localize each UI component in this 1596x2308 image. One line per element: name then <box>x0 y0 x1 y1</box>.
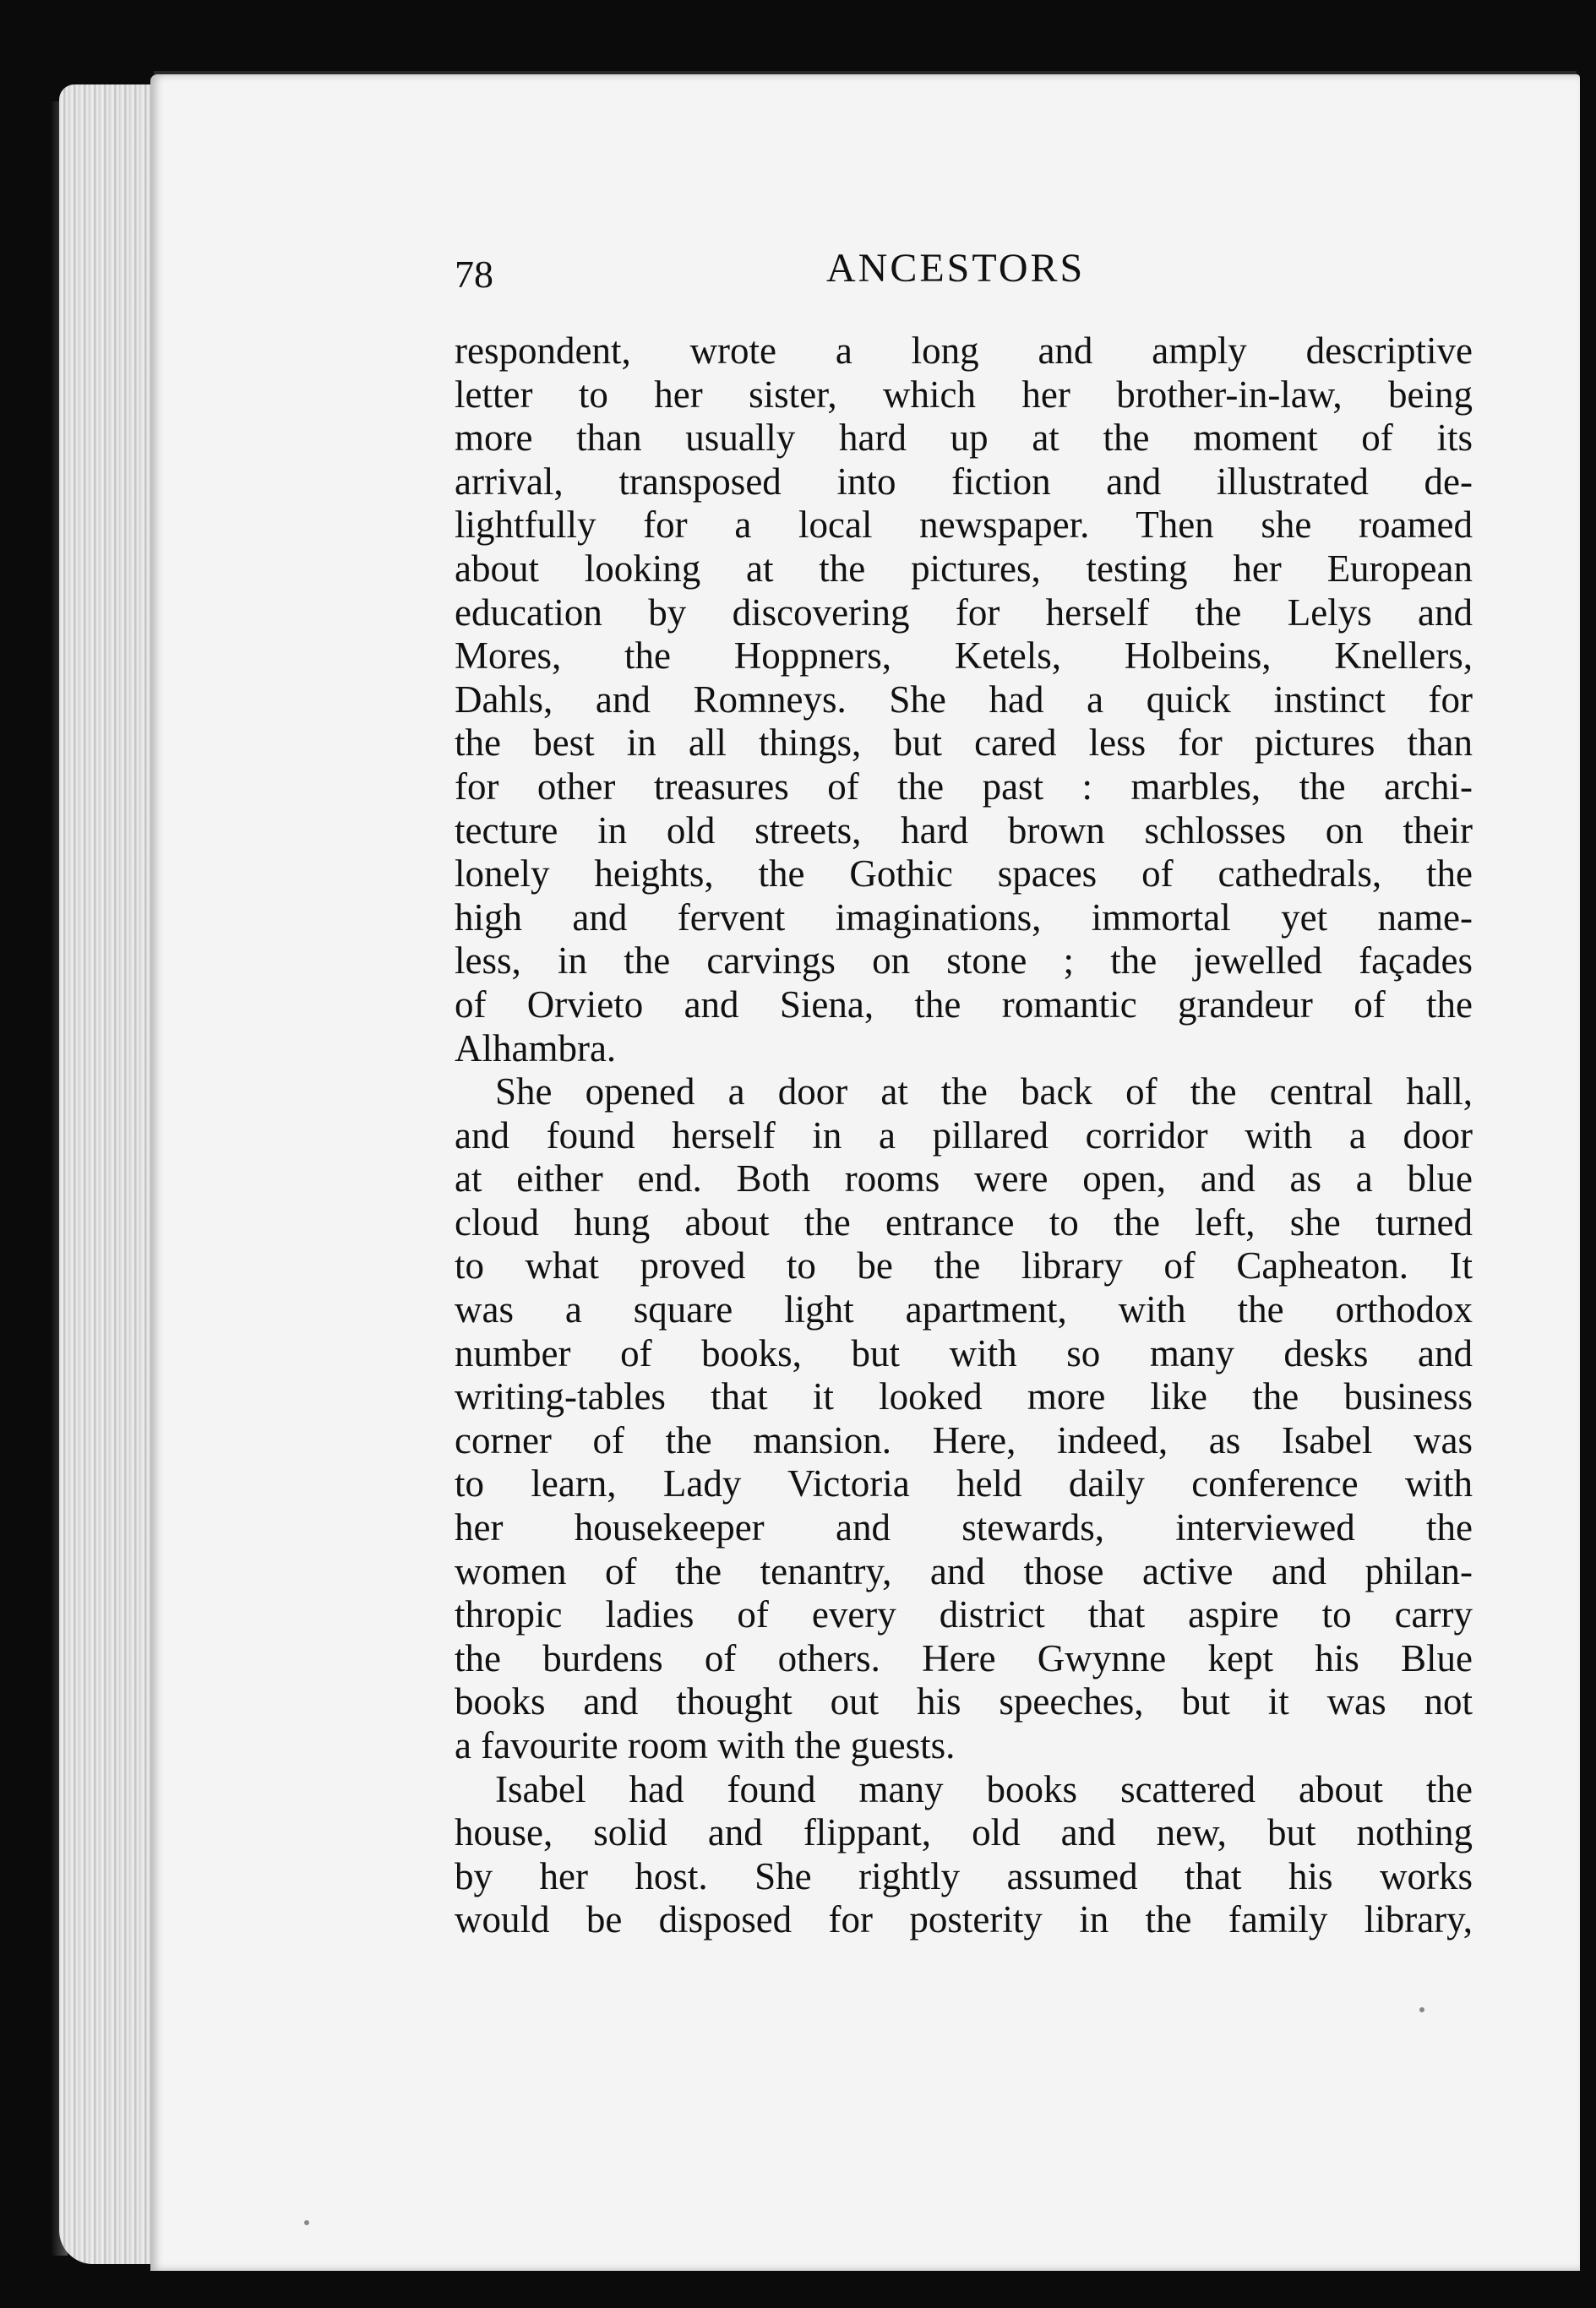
text-line: women of the tenantry, and those active and philan- <box>455 1549 1473 1592</box>
text-line: corner of the mansion. Here, indeed, as Isabel was <box>455 1418 1473 1462</box>
text-line: about looking at the pictures, testing her European <box>455 547 1473 590</box>
text-line: house, solid and flippant, old and new, but nothing <box>455 1811 1473 1854</box>
text-line: writing-tables that it looked more like the business <box>455 1375 1473 1418</box>
text-line: respondent, wrote a long and amply descriptive <box>455 329 1473 372</box>
text-line: She opened a door at the back of the central hall, <box>495 1070 1473 1113</box>
text-line: to what proved to be the library of Capheaton. It <box>455 1244 1473 1287</box>
text-line: to learn, Lady Victoria held daily conference with <box>455 1462 1473 1505</box>
text-line: would be disposed for posterity in the family library, <box>455 1898 1473 1941</box>
text-line: thropic ladies of every district that aspire to carry <box>455 1593 1473 1636</box>
text-line: lightfully for a local newspaper. Then she roamed <box>455 504 1473 547</box>
text-line: Mores, the Hoppners, Ketels, Holbeins, Knellers, <box>455 634 1473 678</box>
text-line: for other treasures of the past : marbles, the archi- <box>455 765 1473 808</box>
text-line: tecture in old streets, hard brown schlosses on their <box>455 808 1473 852</box>
page-header <box>455 245 1468 304</box>
text-line: less, in the carvings on stone ; the jewelled façades <box>455 939 1473 983</box>
text-line: was a square light apartment, with the orthodox <box>455 1288 1473 1331</box>
text-line: a favourite room with the guests. <box>455 1724 956 1766</box>
text-line: high and fervent imaginations, immortal yet name- <box>455 895 1473 939</box>
text-line: her housekeeper and stewards, interviewed the <box>455 1506 1473 1549</box>
scan-speck <box>304 2220 309 2225</box>
running-head: ANCESTORS <box>826 246 1086 291</box>
text-line: the burdens of others. Here Gwynne kept his Blue <box>455 1636 1473 1679</box>
text-line: lonely heights, the Gothic spaces of cathedrals, the <box>455 852 1473 895</box>
text-line: education by discovering for herself the Lelys and <box>455 591 1473 634</box>
text-line: number of books, but with so many desks and <box>455 1331 1473 1374</box>
text-line: more than usually hard up at the moment of its <box>455 416 1473 460</box>
text-line: the best in all things, but cared less for pictures than <box>455 721 1473 765</box>
text-line: books and thought out his speeches, but it was not <box>455 1680 1473 1723</box>
text-line: Dahls, and Romneys. She had a quick instinct for <box>455 678 1473 721</box>
text-line: Isabel had found many books scattered about the <box>495 1767 1473 1810</box>
text-line: cloud hung about the entrance to the left, she turned <box>455 1200 1473 1244</box>
text-line: of Orvieto and Siena, the romantic grandeur of the <box>455 983 1473 1026</box>
page-number: 78 <box>455 253 493 296</box>
text-line: letter to her sister, which her brother-in-law, being <box>455 373 1473 416</box>
scan-speck <box>1419 2007 1424 2012</box>
body-text <box>455 329 1473 1942</box>
text-line: Alhambra. <box>455 1026 617 1070</box>
text-line: by her host. She rightly assumed that his works <box>455 1854 1473 1897</box>
text-line: at either end. Both rooms were open, and as a blue <box>455 1157 1473 1200</box>
text-line: and found herself in a pillared corridor with a door <box>455 1113 1473 1157</box>
text-line: arrival, transposed into fiction and illustrated de- <box>455 460 1473 503</box>
